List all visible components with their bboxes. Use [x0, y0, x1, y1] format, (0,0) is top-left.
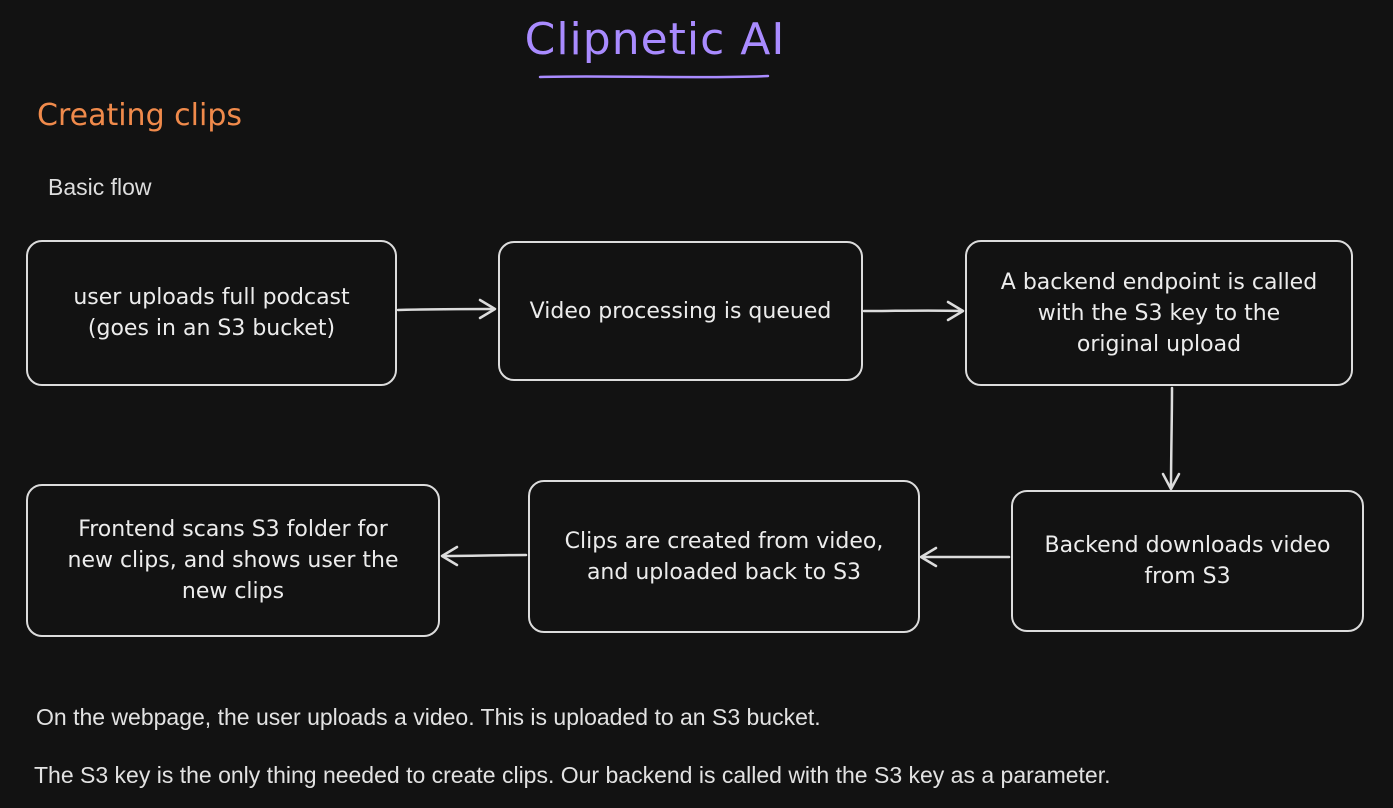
section-heading: Creating clips — [37, 98, 242, 133]
node-backend-endpoint: A backend endpoint is called with the S3 key to the original upload — [965, 240, 1353, 386]
node-processing-queued: Video processing is queued — [498, 241, 863, 381]
arrow-upload-to-queued — [398, 300, 495, 318]
description-paragraph-2: The S3 key is the only thing needed to create clips. Our backend is called with the S3 key as a parameter. — [34, 762, 1111, 788]
description-paragraph-1: On the webpage, the user uploads a video. This is uploaded to an S3 bucket. — [36, 704, 821, 730]
diagram-title: Clipnetic AI — [524, 14, 786, 65]
node-user-uploads: user uploads full podcast (goes in an S3 bucket) — [26, 240, 397, 386]
node-clips-created: Clips are created from video, and uploaded back to S3 — [528, 480, 920, 633]
node-frontend-scans: Frontend scans S3 folder for new clips, and shows user the new clips — [26, 484, 440, 637]
arrow-download-to-clips — [921, 548, 1009, 566]
arrow-clips-to-frontend — [442, 547, 526, 565]
arrow-queued-to-endpoint — [864, 302, 963, 320]
flow-subtitle: Basic flow — [48, 174, 152, 200]
arrow-endpoint-to-download — [1163, 388, 1179, 489]
node-backend-downloads: Backend downloads video from S3 — [1011, 490, 1364, 632]
